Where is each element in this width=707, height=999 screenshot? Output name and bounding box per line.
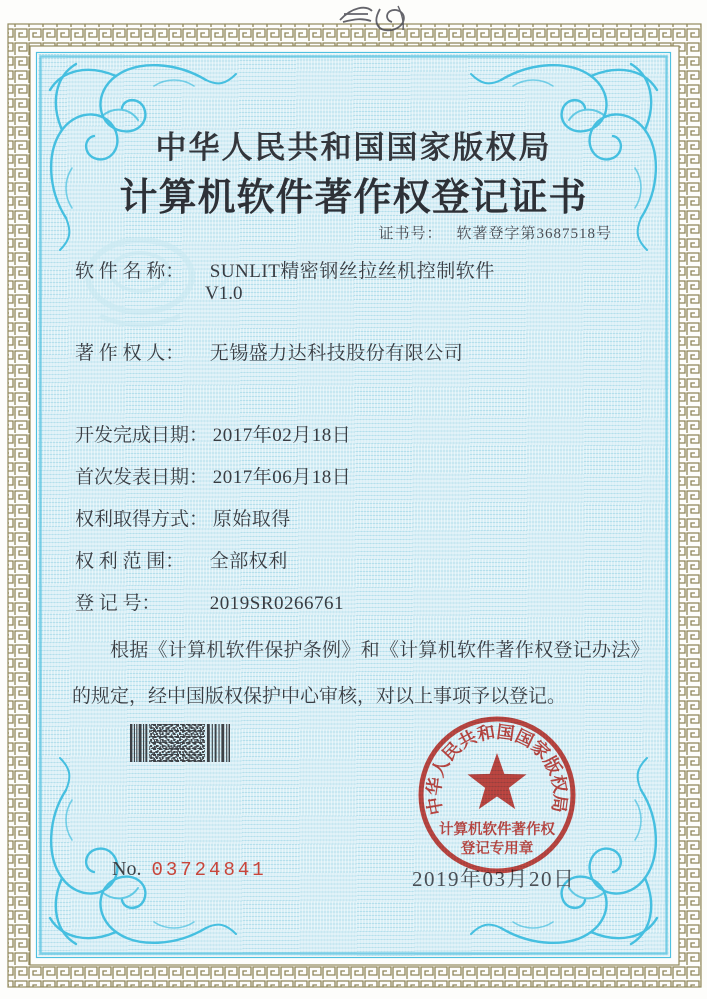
field-value: 全部权利	[209, 551, 288, 572]
seal-ring-text: 中华人民共和国国家版权局	[423, 721, 571, 817]
field-label: 权利取得方式：	[75, 509, 209, 530]
field-row-rights-scope	[75, 546, 288, 573]
field-value: 原始取得	[212, 509, 291, 530]
certificate-number-label: 证书号：	[378, 226, 443, 242]
field-label: 权 利 范 围：	[75, 551, 185, 572]
field-value: SUNLIT精密钢丝拉丝机控制软件	[209, 261, 495, 282]
field-row-dev-complete-date	[75, 420, 351, 447]
field-row-first-publish-date	[75, 462, 351, 489]
field-label: 软 件 名 称：	[75, 261, 185, 282]
serial-number-line	[112, 858, 267, 881]
field-value-version: V1.0	[205, 283, 243, 304]
certificate-number-value: 软著登字第3687518号	[456, 226, 612, 242]
field-value: 2017年02月18日	[212, 425, 352, 446]
barcode	[130, 724, 230, 762]
field-label: 首次发表日期：	[75, 467, 209, 488]
issuing-authority: 中华人民共和国国家版权局	[155, 130, 552, 165]
certificate-title: 计算机软件著作权登记证书	[119, 177, 588, 219]
issue-date: 2019年03月20日	[412, 867, 576, 891]
certificate-number-line	[378, 222, 612, 243]
seal-star-icon	[468, 753, 527, 809]
registration-statement: 根据《计算机软件保护条例》和《计算机软件著作权登记办法》的规定，经中国版权保护中心审核，对以上事项予以登记。	[72, 640, 640, 707]
corner-ornament-bottom-left	[50, 758, 236, 944]
official-seal	[414, 712, 580, 878]
field-row-copyright-owner	[75, 338, 463, 365]
field-value: 2019SR0266761	[209, 593, 344, 614]
field-value: 2017年06月18日	[212, 467, 352, 488]
field-label: 登 记 号：	[75, 593, 161, 614]
serial-label: No.	[112, 858, 142, 880]
field-value: 无锡盛力达科技股份有限公司	[209, 343, 464, 364]
field-label: 开发完成日期：	[75, 425, 209, 446]
seal-line1: 计算机软件著作权	[439, 822, 555, 838]
seal-line2: 登记专用章	[460, 841, 534, 857]
field-row-registration-number	[75, 588, 344, 615]
field-row-rights-acquisition	[75, 504, 291, 531]
field-row-software-name	[75, 256, 495, 283]
field-label: 著 作 权 人：	[75, 343, 185, 364]
serial-number: 03724841	[151, 859, 267, 881]
